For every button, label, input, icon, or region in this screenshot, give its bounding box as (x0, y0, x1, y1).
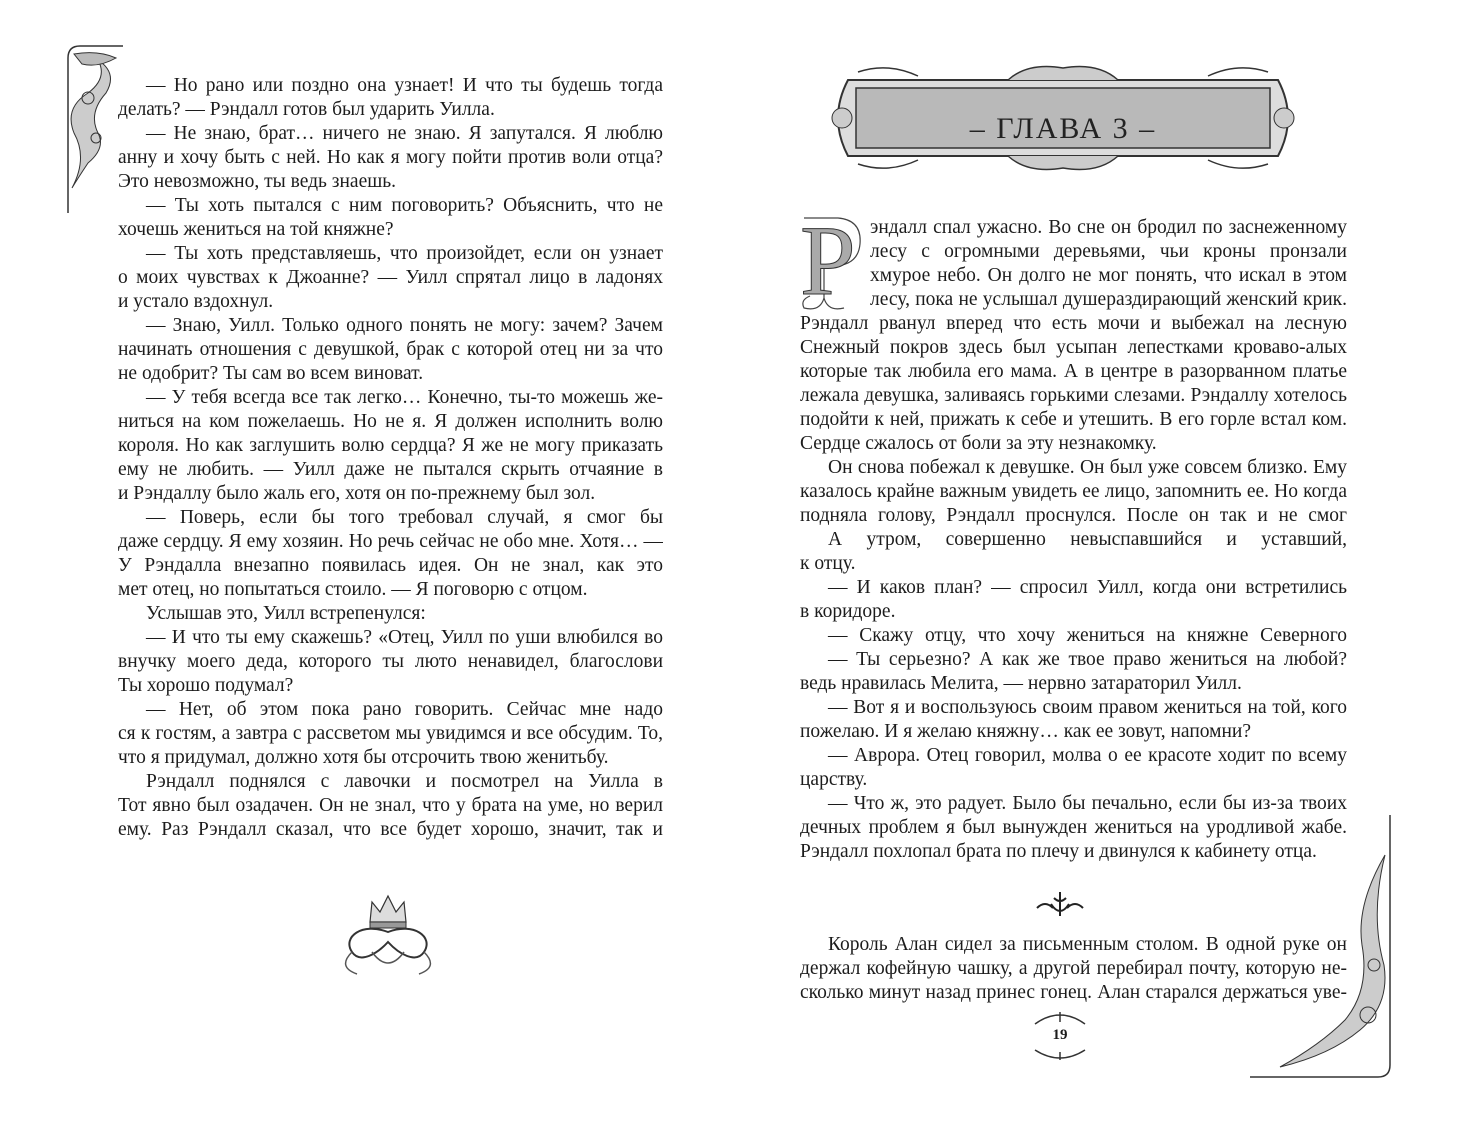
text-line: — Но рано или поздно она узнает! И что ты будешь тогда (146, 75, 663, 96)
text-line: Сердце сжалось от боли за эту незнакомку. (800, 433, 1157, 454)
text-line: — Нет, об этом пока рано говорить. Сейчас мне надо (146, 699, 663, 720)
text-line: царству. (800, 769, 868, 790)
text-line: к отцу. (800, 553, 856, 574)
text-line: в коридоре. (800, 601, 896, 622)
text-line: даже сердцу. Я ему хозяин. Но речь сейчас не обо мне. Хотя… — (118, 531, 663, 552)
text-line: не одобрит? Ты сам во всем виноват. (118, 363, 424, 384)
text-line: подойти к ней, прижать к себе и утешить. В его горле встал ком. (800, 409, 1347, 430)
text-line: Тот явно был озадачен. Он не знал, что у брата на уме, но верил (118, 795, 663, 816)
text-line: ведь нравилась Мелита, — нервно затараторил Уилл. (800, 673, 1242, 694)
text-line: что я придумал, должно хотя бы отсрочить твою женитьбу. (118, 747, 609, 768)
page-number: 19 (1052, 1027, 1068, 1043)
text-line: — Знаю, Уилл. Только одного понять не могу: зачем? Зачем (146, 315, 663, 336)
text-line: казалось крайне важным увидеть ее лицо, запомнить ее. Но когда (800, 481, 1347, 502)
text-line: Услышав это, Уилл встрепенулся: (146, 603, 426, 624)
text-line: короля. Но как заглушить волю сердца? Я же не могу приказать (118, 435, 663, 456)
drop-cap-letter: Р (800, 205, 856, 316)
text-line: — Скажу отцу, что хочу жениться на княжне Северного (828, 625, 1347, 646)
text-line: — И что ты ему скажешь? «Отец, Уилл по уши влюбился во (146, 627, 663, 648)
section-divider-ornament (1035, 890, 1085, 918)
text-line: хочешь жениться на той княжне? (118, 219, 394, 240)
text-line: подняла голову, Рэндалл проснулся. После он так и не смог (800, 505, 1347, 526)
text-line: — Вот я и воспользуюсь своим правом жениться на той, кого (828, 697, 1347, 718)
text-line: сколько минут назад принес гонец. Алан старался держаться уве- (800, 982, 1347, 1003)
text-line: Король Алан сидел за письменным столом. В одной руке он (828, 934, 1347, 955)
text-line: ему не любить. — Уилл даже не пытался скрыть отчаяние в (118, 459, 663, 480)
text-line: мет отец, но попытаться стоило. — Я поговорю с отцом. (118, 579, 588, 600)
text-line: — Ты серьезно? А как же твое право жениться на любой? (828, 649, 1347, 670)
text-line: Это невозможно, ты ведь знаешь. (118, 171, 397, 192)
text-line: дечных проблем я был вынужден жениться на уродливой жабе. (800, 817, 1347, 838)
text-line: о моих чувствах к Джоанне? — Уилл спрятал лицо в ладонях (118, 267, 663, 288)
text-line: анну и хочу быть с ней. Но как я могу пойти против воли отца? (118, 147, 663, 168)
text-line: — Аврора. Отец говорил, молва о ее красоте ходит по всему (828, 745, 1347, 766)
text-line: — Ты хоть пытался с ним поговорить? Объяснить, что не (146, 195, 663, 216)
chapter-title: – ГЛАВА 3 – (969, 112, 1157, 145)
text-line: пожелаю. И я желаю княжну… как ее зовут, напомни? (800, 721, 1252, 742)
text-line: — У тебя всегда все так легко… Конечно, ты-то можешь же- (146, 387, 663, 408)
text-line: эндалл спал ужасно. Во сне он бродил по заснеженному (870, 217, 1347, 238)
text-line: — И каков план? — спросил Уилл, когда они встретились (828, 577, 1347, 598)
text-line: Снежный покров здесь был усыпан лепестками кроваво-алых (800, 337, 1347, 358)
text-line: хмурое небо. Он долго не мог понять, что искал в этом (870, 265, 1347, 286)
text-line: У Рэндалла внезапно появилась идея. Он не знал, как это (118, 555, 663, 576)
text-line: ся к гостям, а завтра с рассветом мы увидимся и все обсудим. То, (118, 723, 663, 744)
text-line: Рэндалл поднялся с лавочки и посмотрел на Уилла в (146, 771, 663, 792)
text-line: Ты хорошо подумал? (118, 675, 294, 696)
text-line: которые так любила его мама. А в центре в разорванном платье (800, 361, 1347, 382)
text-line: Рэндалл похлопал брата по плечу и двинулся к кабинету отца. (800, 841, 1317, 862)
text-line: — Что ж, это радует. Было бы печально, если бы из-за твоих (828, 793, 1347, 814)
text-line: Рэндалл рванул вперед что есть мочи и выбежал на лесную (800, 313, 1347, 334)
corner-flourish-bottom-right (1250, 815, 1400, 1085)
text-line: лежала девушка, заливаясь горькими слезами. Рэндаллу хотелось (800, 385, 1347, 406)
text-line: — Не знаю, брат… ничего не знаю. Я запутался. Я люблю (146, 123, 663, 144)
left-page-text (118, 74, 663, 842)
text-line: лесу, пока не услышал душераздирающий женский крик. (870, 289, 1347, 310)
text-line: — Ты хоть представляешь, что произойдет, если он узнает (146, 243, 663, 264)
crown-ornament (332, 892, 444, 978)
text-line: лесу с огромными деревьями, чьи кроны пронзали (870, 241, 1347, 262)
text-line: и устало вздохнул. (118, 291, 274, 312)
text-line: — Поверь, если бы того требовал случай, я смог бы (146, 507, 663, 528)
text-line: внучку моего деда, которого ты люто ненавидел, благослови (118, 651, 663, 672)
right-page-text (800, 216, 1347, 864)
text-line: Он снова побежал к девушке. Он был уже совсем близко. Ему (828, 457, 1347, 478)
text-line: начинать отношения с девушкой, брак с которой отец ни за что (118, 339, 663, 360)
text-line: ниться на ком пожелаешь. Но не я. Я должен исполнить волю (118, 411, 663, 432)
text-line: А утром, совершенно невыспавшийся и уставший, (828, 529, 1347, 550)
text-line: делать? — Рэндалл готов был ударить Уилла. (118, 99, 495, 120)
text-line: держал кофейную чашку, а другой перебирал почту, которую не- (800, 958, 1347, 979)
text-line: и Рэндаллу было жаль его, хотя он по-прежнему был зол. (118, 483, 596, 504)
text-line: ему. Раз Рэндалл сказал, что все будет хорошо, значит, так и (118, 819, 663, 840)
